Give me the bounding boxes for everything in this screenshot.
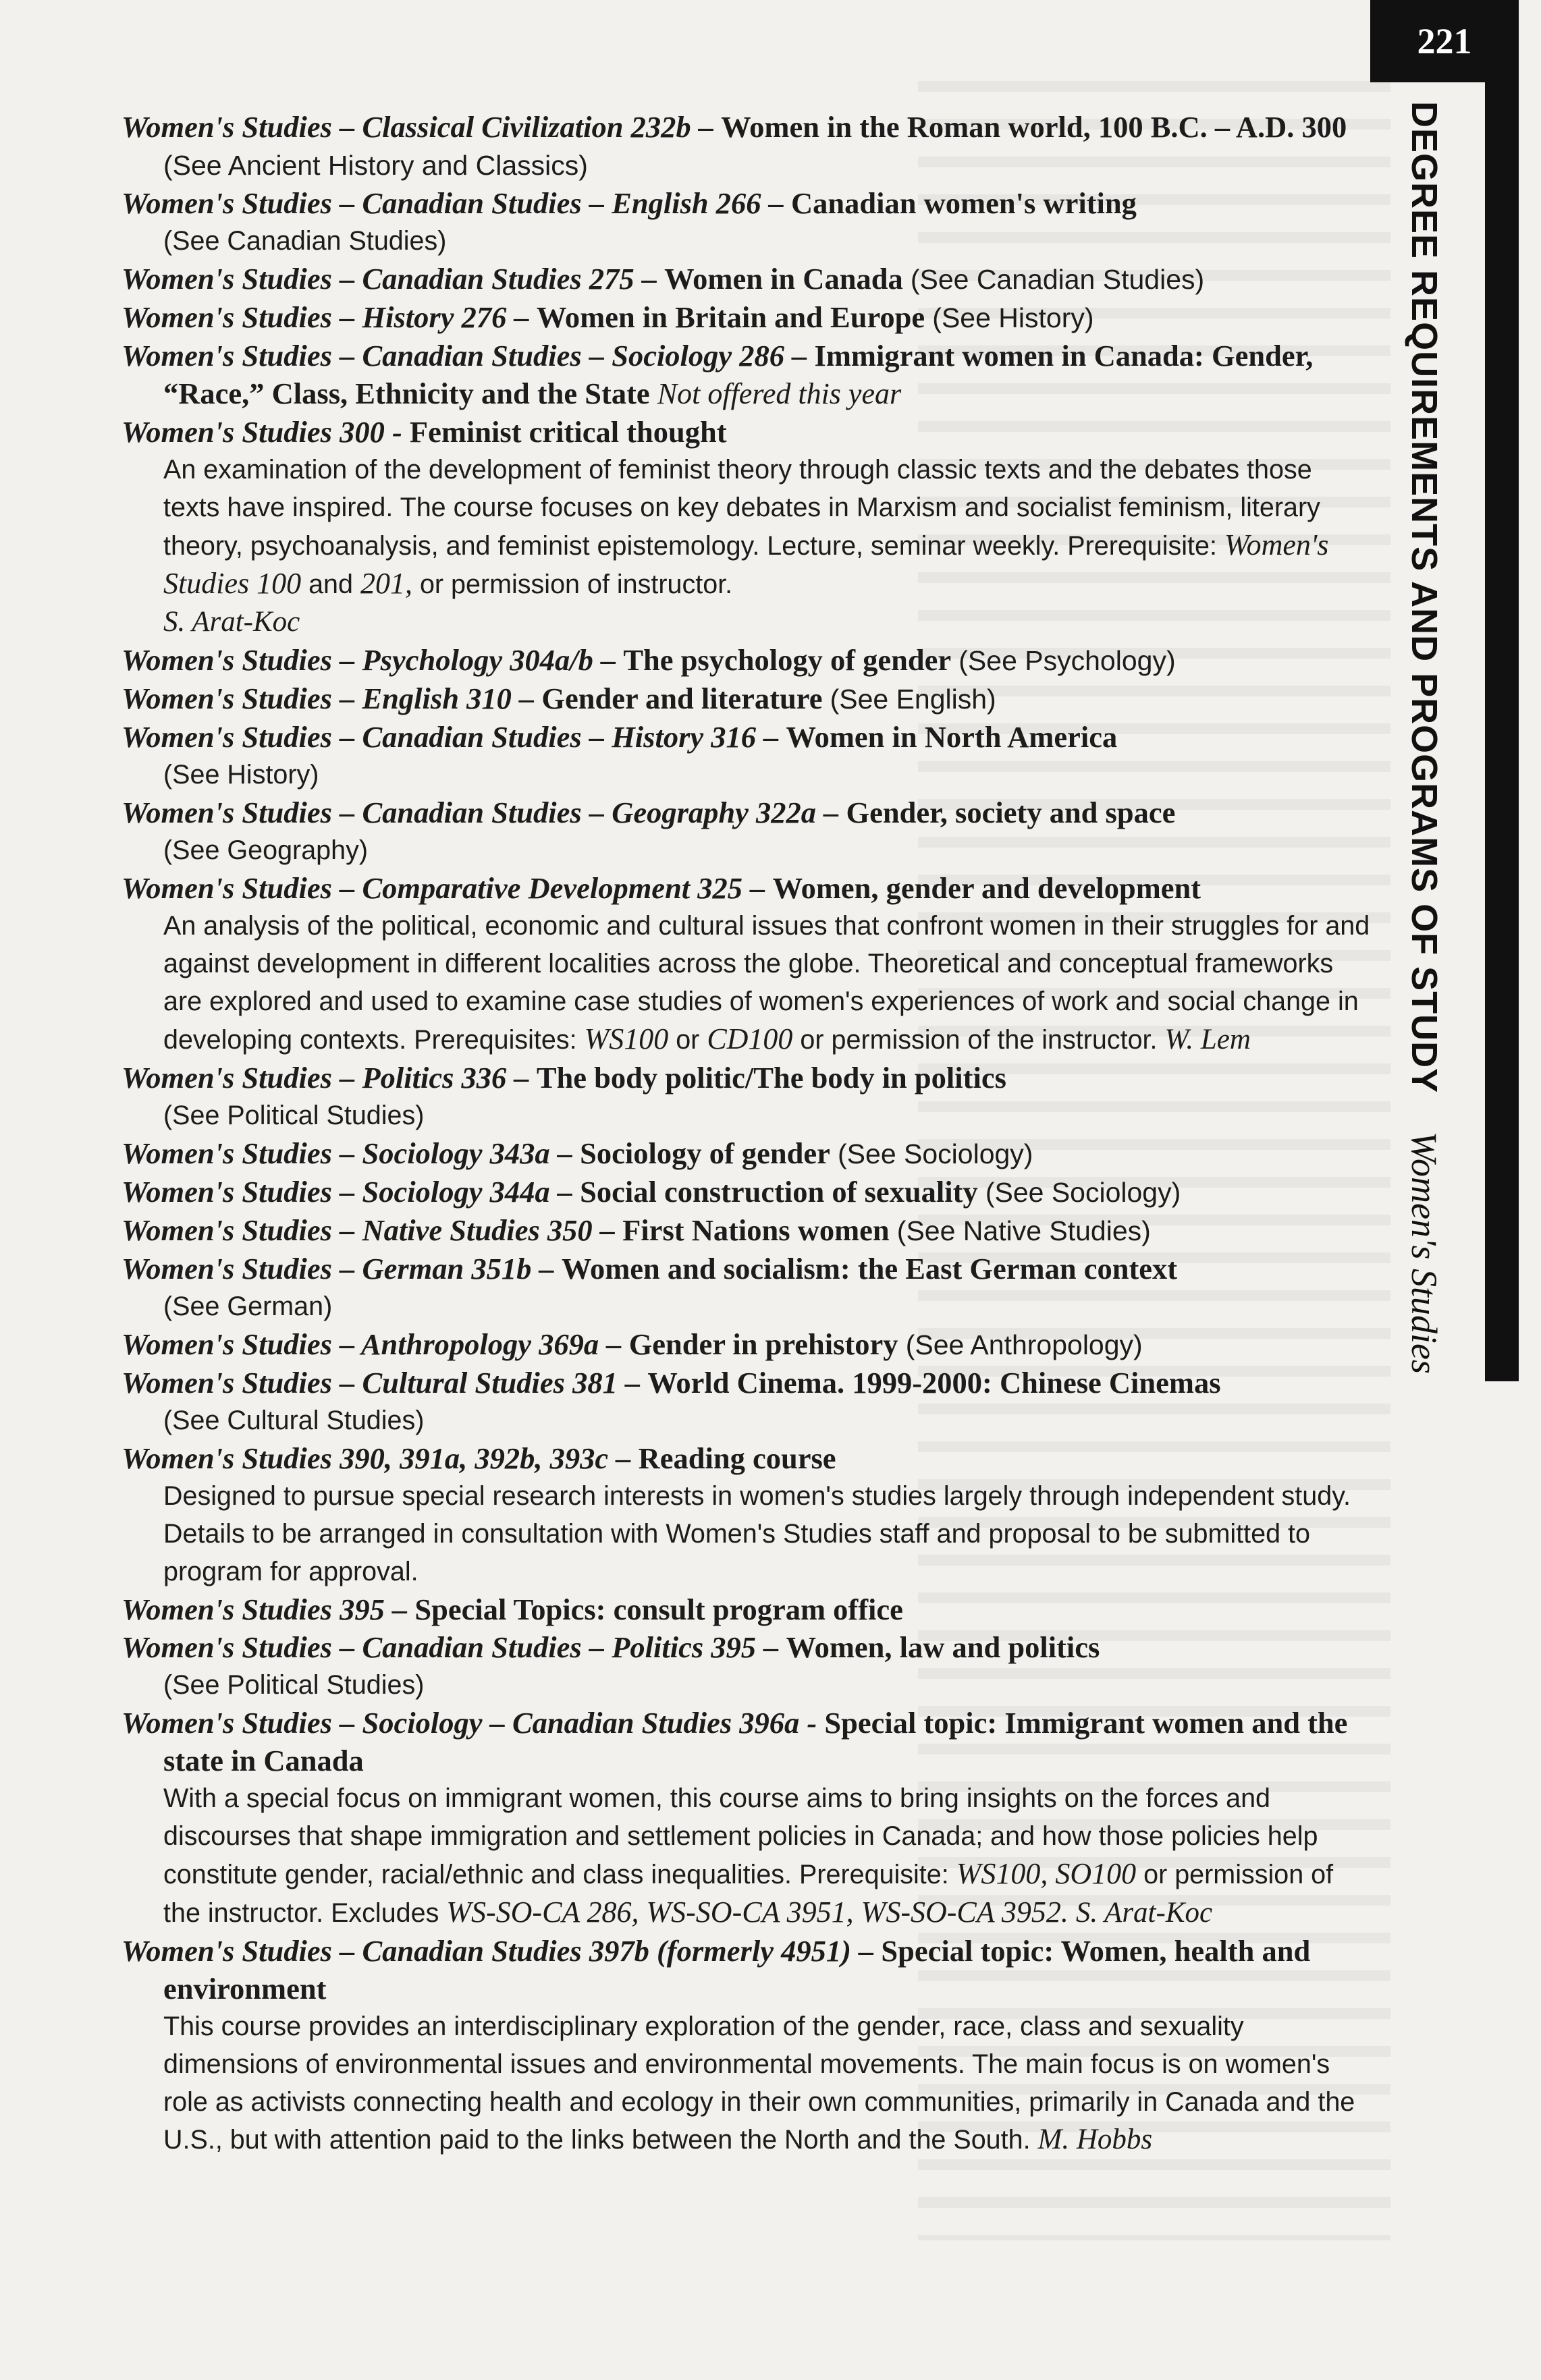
prerequisite-course: WS-SO-CA 286, WS-SO-CA 3951, WS-SO-CA 3952. xyxy=(446,1895,1069,1929)
course-heading xyxy=(121,1590,1370,1628)
prerequisite-course: CD100 xyxy=(707,1022,793,1055)
course-list xyxy=(121,108,1370,2159)
course-heading xyxy=(121,1173,1370,1211)
section-subtitle: Women's Studies xyxy=(1404,1132,1444,1375)
course-heading xyxy=(121,260,1370,298)
course-heading xyxy=(121,1439,1370,1477)
course-title: Immigrant women in Canada: Gender, “Race,” Class, Ethnicity and the State xyxy=(163,339,1314,410)
prerequisite-course: WS100 xyxy=(584,1022,669,1055)
description-text: Designed to pursue special research interests in women's studies largely through independent study. Details to be arranged in consultation with Women's Studies staff and proposal to be submitted to program for approval. xyxy=(163,1481,1351,1586)
side-tab-bar xyxy=(1485,82,1519,1381)
description-text: An analysis of the political, economic and cultural issues that confront women in their struggles for and against development in different localities across the globe. Theoretical and conceptual frameworks are explored and used to examine case studies of women's experiences of work and social change in developing contexts. Prerequisites: xyxy=(163,911,1370,1055)
cross-reference: (See Psychology) xyxy=(958,645,1176,676)
course-entry xyxy=(121,718,1370,794)
course-title: Sociology of gender xyxy=(580,1136,830,1170)
course-entry xyxy=(121,1628,1370,1704)
course-entry xyxy=(121,1325,1370,1364)
course-entry xyxy=(121,1932,1370,2159)
course-title: Reading course xyxy=(638,1441,836,1475)
course-code: Women's Studies – Politics 336 – xyxy=(121,1061,529,1095)
cross-reference: (See Cultural Studies) xyxy=(163,1406,425,1435)
course-title: Women in Canada xyxy=(664,262,903,296)
course-title: Women and socialism: the East German context xyxy=(561,1252,1178,1285)
course-title: Gender, society and space xyxy=(846,796,1176,829)
cross-reference: (See German) xyxy=(163,1292,333,1321)
course-heading xyxy=(121,1364,1370,1402)
course-description xyxy=(121,907,1370,1059)
course-title: Gender in prehistory xyxy=(628,1327,898,1361)
course-title: Women in the Roman world, 100 B.C. – A.D. 300 xyxy=(721,110,1347,144)
course-heading xyxy=(121,1134,1370,1173)
course-title: The psychology of gender xyxy=(623,643,952,677)
course-entry xyxy=(121,1364,1370,1439)
description-text: With a special focus on immigrant women, this course aims to bring insights on the forces and discourses that shape immigration and settlement policies in Canada; and how those policies help constitute gender, racial/ethnic and class inequalities. Prerequisite: xyxy=(163,1783,1318,1889)
course-code: Women's Studies – German 351b – xyxy=(121,1252,554,1285)
cross-reference: (See Anthropology) xyxy=(905,1329,1143,1360)
course-title: The body politic/The body in politics xyxy=(536,1061,1006,1095)
course-entry xyxy=(121,260,1370,298)
cross-reference: (See Political Studies) xyxy=(163,1101,425,1130)
course-heading xyxy=(121,413,1370,451)
course-title: Women, gender and development xyxy=(772,871,1201,905)
course-title: Social construction of sexuality xyxy=(580,1175,978,1209)
availability-note: Not offered this year xyxy=(657,377,902,410)
course-entry xyxy=(121,1134,1370,1173)
cross-reference: (See Canadian Studies) xyxy=(163,226,447,256)
course-entry xyxy=(121,298,1370,337)
cross-reference: (See History) xyxy=(163,760,319,790)
course-code: Women's Studies – History 276 – xyxy=(121,300,529,334)
course-code: Women's Studies – Canadian Studies – History 316 – xyxy=(121,720,779,754)
course-entry xyxy=(121,794,1370,869)
course-heading xyxy=(121,108,1370,184)
course-code: Women's Studies – Canadian Studies 397b (formerly 4951) – xyxy=(121,1934,874,1968)
description-text: An examination of the development of feminist theory through classic texts and the debates those texts have inspired. The course focuses on key debates in Marxism and socialist feminism, literary theory, psychoanalysis, and feminist epistemology. Lecture, seminar weekly. Prerequisite: xyxy=(163,455,1320,561)
course-description xyxy=(121,1477,1370,1590)
course-entry xyxy=(121,1211,1370,1250)
course-entry xyxy=(121,1704,1370,1932)
course-title: Women, law and politics xyxy=(786,1630,1100,1664)
page-number xyxy=(1370,0,1519,82)
course-heading xyxy=(121,184,1370,222)
course-code: Women's Studies – English 310 – xyxy=(121,682,535,715)
description-text: or permission of the instructor. Excludes xyxy=(163,1860,1334,1928)
cross-reference: (See Geography) xyxy=(163,835,369,865)
course-code: Women's Studies 395 – xyxy=(121,1593,408,1626)
course-heading xyxy=(121,869,1370,907)
course-code: Women's Studies – Sociology 344a – xyxy=(121,1175,572,1209)
description-text: This course provides an interdisciplinary exploration of the gender, race, class and sexuality dimensions of environmental issues and environmental movements. The main focus is on women's role as activists connecting health and ecology in their own communities, primarily in Canada and the U.S., but with attention paid to the links between the North and the South. xyxy=(163,2012,1355,2155)
course-title: Special topic: Immigrant women and the state in Canada xyxy=(163,1706,1348,1777)
course-code: Women's Studies 300 - xyxy=(121,415,402,449)
course-code: Women's Studies – Native Studies 350 – xyxy=(121,1213,616,1247)
course-code: Women's Studies – Canadian Studies – Geography 322a – xyxy=(121,796,839,829)
cross-reference: (See Native Studies) xyxy=(896,1215,1151,1246)
course-heading xyxy=(121,680,1370,718)
course-heading xyxy=(121,1250,1370,1288)
prerequisite-course: Women's Studies 100 xyxy=(163,528,1329,600)
course-heading xyxy=(121,1932,1370,2008)
course-heading xyxy=(121,718,1370,756)
course-heading xyxy=(121,1704,1370,1779)
course-entry xyxy=(121,337,1370,413)
course-title: Special topic: Women, health and environment xyxy=(163,1934,1311,2005)
course-title: Women in Britain and Europe xyxy=(536,300,925,334)
course-code: Women's Studies – Sociology – Canadian Studies 396a - xyxy=(121,1706,817,1740)
course-entry xyxy=(121,680,1370,718)
course-title: Women in North America xyxy=(786,720,1118,754)
course-code: Women's Studies – Comparative Development 325 – xyxy=(121,871,765,905)
running-side-title xyxy=(1363,101,1485,1383)
course-title: Special Topics: consult program office xyxy=(414,1593,903,1626)
course-code: Women's Studies – Classical Civilization 232b – xyxy=(121,110,713,144)
course-heading xyxy=(121,1628,1370,1666)
page-number-text: 221 xyxy=(1417,21,1472,61)
course-description xyxy=(121,2008,1370,2159)
course-heading xyxy=(121,794,1370,831)
course-heading xyxy=(121,298,1370,337)
course-code: Women's Studies – Canadian Studies – Sociology 286 – xyxy=(121,339,807,372)
course-code: Women's Studies – Canadian Studies 275 – xyxy=(121,262,657,296)
course-heading xyxy=(121,337,1370,413)
course-entry xyxy=(121,184,1370,260)
section-title: DEGREE REQUIREMENTS AND PROGRAMS OF STUDY xyxy=(1404,101,1444,1094)
course-entry xyxy=(121,869,1370,1059)
cross-reference: (See Canadian Studies) xyxy=(910,264,1205,295)
course-heading xyxy=(121,1325,1370,1364)
description-text: or permission of instructor. xyxy=(412,570,733,599)
course-heading xyxy=(121,1059,1370,1097)
course-entry xyxy=(121,1590,1370,1628)
prerequisite-course: WS100, SO100 xyxy=(956,1857,1137,1890)
course-title: World Cinema. 1999-2000: Chinese Cinemas xyxy=(647,1366,1221,1400)
cross-reference: (See Ancient History and Classics) xyxy=(163,150,588,181)
course-code: Women's Studies – Sociology 343a – xyxy=(121,1136,572,1170)
prerequisite-course: 201, xyxy=(360,567,412,600)
instructor-name: M. Hobbs xyxy=(1037,2124,1153,2155)
course-code: Women's Studies – Psychology 304a/b – xyxy=(121,643,616,677)
instructor-name: S. Arat-Koc xyxy=(163,606,300,638)
course-title: Gender and literature xyxy=(541,682,823,715)
course-code: Women's Studies – Canadian Studies – Politics 395 – xyxy=(121,1630,779,1664)
course-entry xyxy=(121,108,1370,184)
course-code: Women's Studies – Anthropology 369a – xyxy=(121,1327,622,1361)
course-code: Women's Studies – Cultural Studies 381 – xyxy=(121,1366,641,1400)
description-text: and xyxy=(301,570,360,599)
course-code: Women's Studies – Canadian Studies – English 266 – xyxy=(121,186,784,220)
course-description xyxy=(121,1779,1370,1932)
description-text: or xyxy=(668,1025,707,1055)
cross-reference: (See Political Studies) xyxy=(163,1670,425,1700)
course-entry xyxy=(121,1439,1370,1590)
course-heading xyxy=(121,1211,1370,1250)
course-entry xyxy=(121,413,1370,641)
course-code: Women's Studies 390, 391a, 392b, 393c – xyxy=(121,1441,631,1475)
course-title: Feminist critical thought xyxy=(409,415,727,449)
instructor-name: W. Lem xyxy=(1164,1024,1251,1055)
course-title: First Nations women xyxy=(622,1213,890,1247)
cross-reference: (See Sociology) xyxy=(985,1177,1181,1208)
course-title: Canadian women's writing xyxy=(791,186,1137,220)
description-text: or permission of the instructor. xyxy=(792,1025,1158,1055)
course-entry xyxy=(121,1173,1370,1211)
instructor-name: S. Arat-Koc xyxy=(1075,1897,1213,1929)
course-heading xyxy=(121,641,1370,680)
course-entry xyxy=(121,1059,1370,1134)
course-description xyxy=(121,451,1370,641)
cross-reference: (See English) xyxy=(830,684,996,715)
cross-reference: (See History) xyxy=(932,302,1094,333)
cross-reference: (See Sociology) xyxy=(838,1138,1033,1169)
course-entry xyxy=(121,641,1370,680)
course-entry xyxy=(121,1250,1370,1325)
